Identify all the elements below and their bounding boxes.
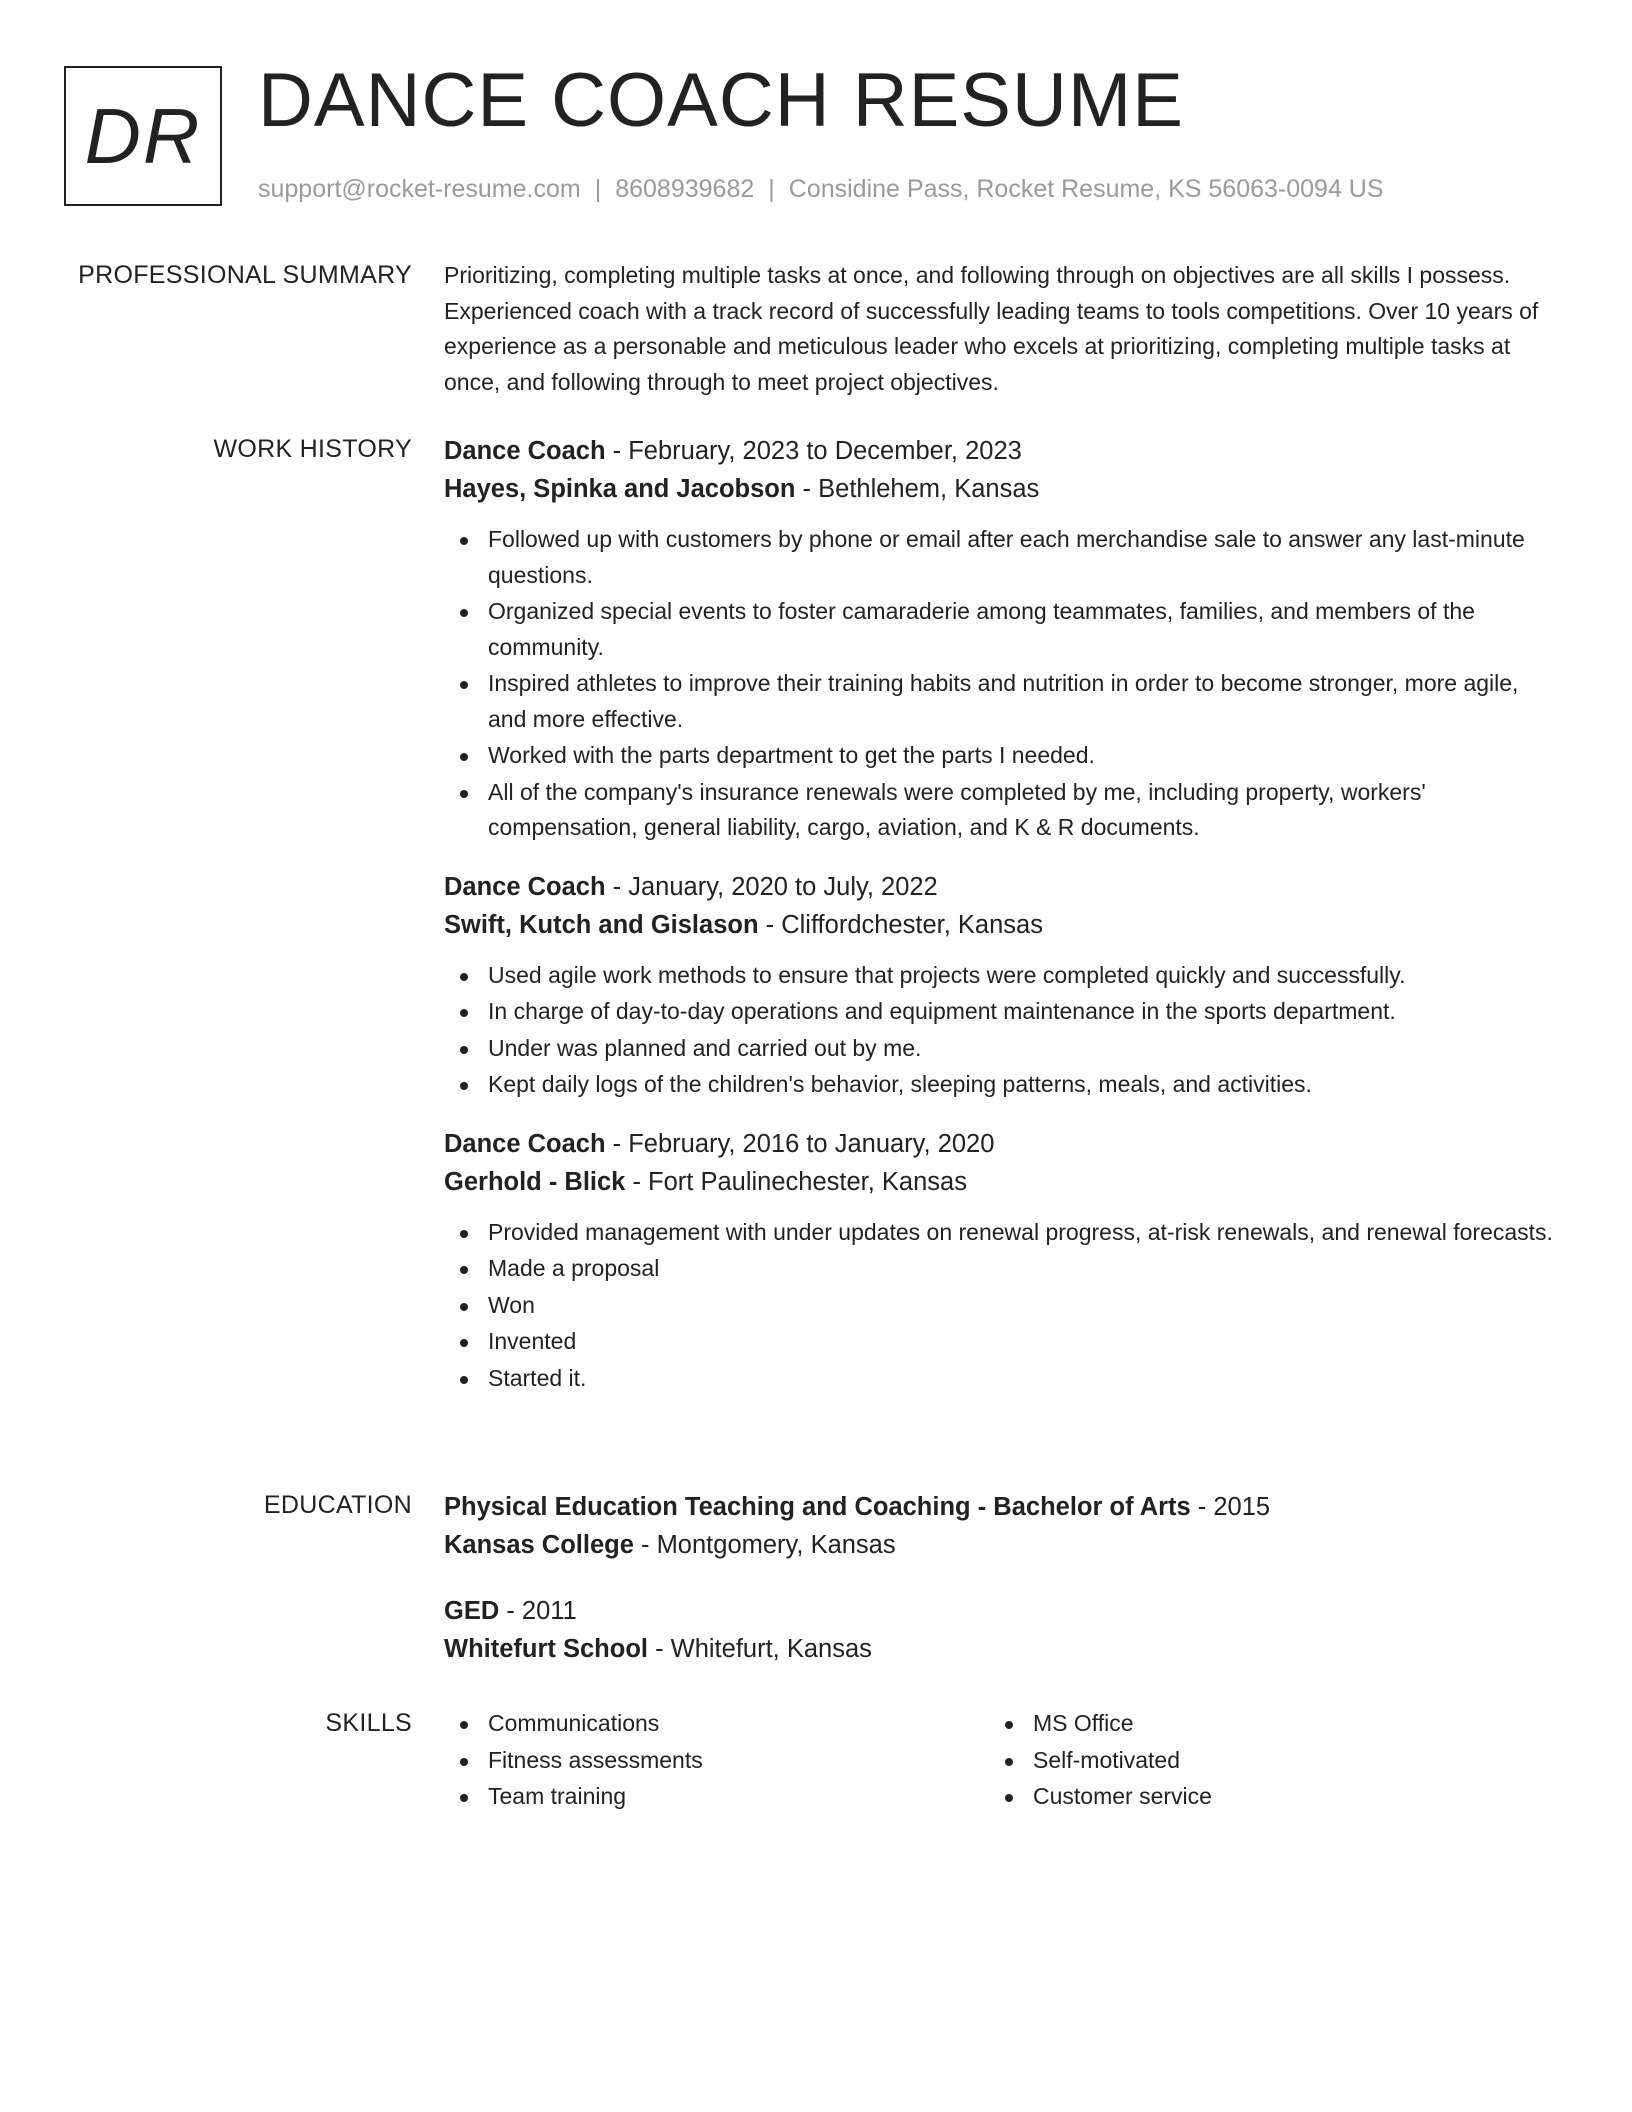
job-bullets (444, 1215, 1554, 1397)
school-location: - Whitefurt, Kansas (647, 1635, 872, 1663)
monogram-box (64, 66, 222, 206)
job-title-line (444, 868, 1554, 906)
education-heading: EDUCATION (263, 1491, 412, 1519)
school-name: Kansas College (444, 1531, 634, 1559)
job-company: Hayes, Spinka and Jacobson (444, 475, 796, 503)
skills-list (444, 1706, 989, 1815)
job-company-line (444, 1163, 1554, 1201)
contact-separator: | (594, 175, 602, 203)
skill-item: Customer service (989, 1779, 1534, 1815)
job-entry (444, 1125, 1554, 1397)
job-bullet: In charge of day-to-day operations and equipment maintenance in the sports department. (444, 994, 1554, 1030)
job-bullet: Worked with the parts department to get the parts I needed. (444, 738, 1554, 774)
degree-name: Physical Education Teaching and Coaching - Bachelor of Arts (444, 1493, 1191, 1521)
job-bullets (444, 522, 1554, 846)
skills-column-left (444, 1706, 989, 1816)
job-bullet: All of the company's insurance renewals were completed by me, including property, workers' compensation, general liability, cargo, aviation, and K & R documents. (444, 775, 1554, 846)
job-company: Gerhold - Blick (444, 1167, 626, 1196)
skill-item: Communications (444, 1706, 989, 1742)
job-location: - Cliffordchester, Kansas (758, 910, 1043, 939)
skills-list (989, 1706, 1534, 1815)
school-location: - Montgomery, Kansas (633, 1531, 896, 1559)
degree-line (444, 1592, 1554, 1630)
job-company-line (444, 906, 1554, 944)
contact-email: support@rocket-resume.com (258, 175, 581, 203)
job-bullet: Organized special events to foster camaraderie among teammates, families, and members of the community. (444, 594, 1554, 665)
job-bullet: Used agile work methods to ensure that projects were completed quickly and successfully. (444, 958, 1554, 994)
skill-item: Fitness assessments (444, 1743, 989, 1779)
job-entry (444, 868, 1554, 1103)
job-location: - Fort Paulinechester, Kansas (625, 1167, 967, 1196)
job-bullet: Won (444, 1288, 1554, 1324)
work-history-heading: WORK HISTORY (213, 435, 412, 463)
job-title-line (444, 432, 1554, 470)
job-company-line (444, 470, 1554, 508)
skills-column-right (989, 1706, 1534, 1816)
job-bullet: Invented (444, 1324, 1554, 1360)
job-bullet: Inspired athletes to improve their training habits and nutrition in order to become stronger, more agile, and more effective. (444, 666, 1554, 737)
job-location: - Bethlehem, Kansas (795, 475, 1040, 503)
skill-item: MS Office (989, 1706, 1534, 1742)
job-title-line (444, 1125, 1554, 1163)
job-dates: - February, 2023 to December, 2023 (605, 437, 1022, 465)
contact-line (258, 172, 1384, 206)
degree-name: GED (444, 1597, 500, 1625)
summary-heading: PROFESSIONAL SUMMARY (78, 261, 412, 289)
job-title: Dance Coach (444, 437, 606, 465)
education-entry (444, 1592, 1554, 1668)
job-bullet: Provided management with under updates on renewal progress, at-risk renewals, and renewal forecasts. (444, 1215, 1554, 1251)
contact-phone: 8608939682 (615, 175, 755, 203)
job-bullet: Made a proposal (444, 1251, 1554, 1287)
skills-heading: SKILLS (325, 1709, 412, 1737)
job-entry (444, 432, 1554, 846)
education-entry (444, 1488, 1554, 1564)
job-title: Dance Coach (444, 1129, 606, 1158)
summary-text: Prioritizing, completing multiple tasks at once, and following through on objectives are all skills I possess. Experienced coach with a track record of successfully leading teams to tools competitions. Over 10 years of experience as a personable and meticulous leader who excels at prioritizing, completing multiple tasks at once, and following through to meet project objectives. (444, 262, 1539, 395)
school-name: Whitefurt School (444, 1635, 648, 1663)
degree-year: - 2015 (1190, 1493, 1271, 1521)
job-dates: - February, 2016 to January, 2020 (605, 1129, 995, 1158)
skill-item: Team training (444, 1779, 989, 1815)
degree-year: - 2011 (499, 1597, 577, 1625)
degree-line (444, 1488, 1554, 1526)
job-dates: - January, 2020 to July, 2022 (605, 872, 938, 901)
skills-columns (444, 1706, 1554, 1816)
school-line (444, 1630, 1554, 1668)
monogram-initials: DR (84, 91, 202, 180)
job-company: Swift, Kutch and Gislason (444, 910, 759, 939)
job-title: Dance Coach (444, 872, 606, 901)
job-bullet: Under was planned and carried out by me. (444, 1031, 1554, 1067)
job-bullet: Started it. (444, 1361, 1554, 1397)
job-bullet: Followed up with customers by phone or email after each merchandise sale to answer any last-minute questions. (444, 522, 1554, 593)
school-line (444, 1526, 1554, 1564)
skill-item: Self-motivated (989, 1743, 1534, 1779)
job-bullet: Kept daily logs of the children's behavior, sleeping patterns, meals, and activities. (444, 1067, 1554, 1103)
contact-separator: | (768, 175, 775, 203)
contact-address: Considine Pass, Rocket Resume, KS 56063-0094 US (788, 175, 1384, 203)
resume-title: DANCE COACH RESUME (258, 58, 1184, 143)
job-bullets (444, 958, 1554, 1103)
